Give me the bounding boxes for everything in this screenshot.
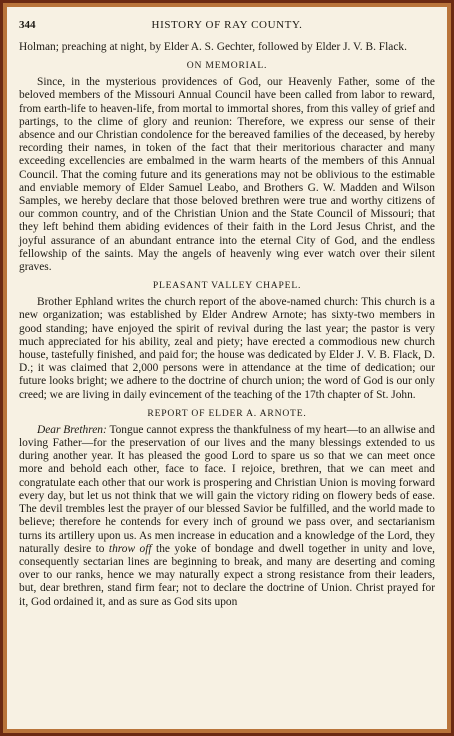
arnote-report-paragraph (19, 424, 435, 609)
memorial-heading: ON MEMORIAL. (186, 60, 268, 72)
arnote-report-heading: REPORT OF ELDER A. ARNOTE. (147, 407, 307, 419)
pleasant-valley-heading: PLEASANT VALLEY CHAPEL. (152, 280, 302, 292)
salutation: Dear Brethren: (37, 423, 107, 436)
page-frame (3, 3, 451, 733)
report-text-part2: the yoke of bondage and dwell together in unity and love, consequently sectarian lines are beginning to break, and many are deserting and coming over to our ranks, hence we may naturally expect a strong resistance from their leaders, but, dear brethren, stand firm fear; not to declare the doctrine of Union. Christ prayed for it, God ordained it, and as sure as God sits upon (19, 542, 435, 608)
opening-paragraph: Holman; preaching at night, by Elder A. S. Gechter, followed by Elder J. V. B. Flack. (19, 41, 407, 53)
report-text-part1: Tongue cannot express the thankfulness of my heart—to an allwise and loving Father—for the preservation of our lives and the many blessings extended to us during another year. It has pleased the good Lord to spare us so that we can meet once more and behold each other, face to face. I rejoice, brethren, that we can meet and congratulate each other that our work is prospering and Christian Union is moving forward every day, but let us not think that we will gain the victory riding on flowery beds of ease. The devil trembles lest the prayer of our blessed Savior be fulfilled, and the world made to believe; therefore he contends for every inch of ground we pass over, and sectarianism turns its artillery upon us. As men increase in education and a knowledge of the Lord, they naturally desire to (19, 423, 435, 555)
memorial-paragraph: Since, in the mysterious providences of God, our Heavenly Father, some of the beloved members of the Missouri Annual Council have been called from labor to reward, from earth-life to heaven-life, from mortal to immortal shores, from this valley of grief and partings, to the clime of glory and reunion: Therefore, we express our sense of their absence and our Christian condolence for the bereaved families of the deceased, by hereby recording their names, in token of the fact that their meritorious character and many exceeding excellencies are embalmed in the warm hearts of the members of this Annual Council. That the coming future and its generations may not be oblivious to the estimable and enviable memory of Elder Samuel Leabo, and Brothers G. W. Madden and Wilson Samples, we hereby declare that those beloved brethren were true and worthy citizens of our common country, and of the Christian Union and the State Council of Missouri; that they left behind them abiding evidences of their faith in the Lord Jesus Christ, and the joyful assurance of an abundant entrance into the eternal City of God, and the endless fellowship of the saints. May the angels of heavenly wing ever watch over their silent graves. (19, 76, 435, 274)
book-page (7, 7, 447, 729)
report-emphasis: throw off (108, 542, 152, 555)
running-title: HISTORY OF RAY COUNTY. (151, 19, 303, 31)
pleasant-valley-paragraph: Brother Ephland writes the church report of the above-named church: This church is a new organization; was established by Elder Andrew Arnote; has sixty-two members in good standing; have enjoyed the spirit of revival during the last year; the pastor is very much appreciated for his ability, zeal and piety; have erected a commodious new church house, tastefully finished, and paid for; the house was dedicated by Elder J. V. B. Flack, D. D.; it was claimed that 2,000 persons were in attendance at the time of dedication; our future looks bright; we adhere to the doctrine of church union; the word of God is our only creed; we are living in daily evincement of the teaching of the 17th chapter of St. John. (19, 296, 435, 401)
running-header (19, 19, 435, 35)
page-number: 344 (19, 19, 36, 31)
